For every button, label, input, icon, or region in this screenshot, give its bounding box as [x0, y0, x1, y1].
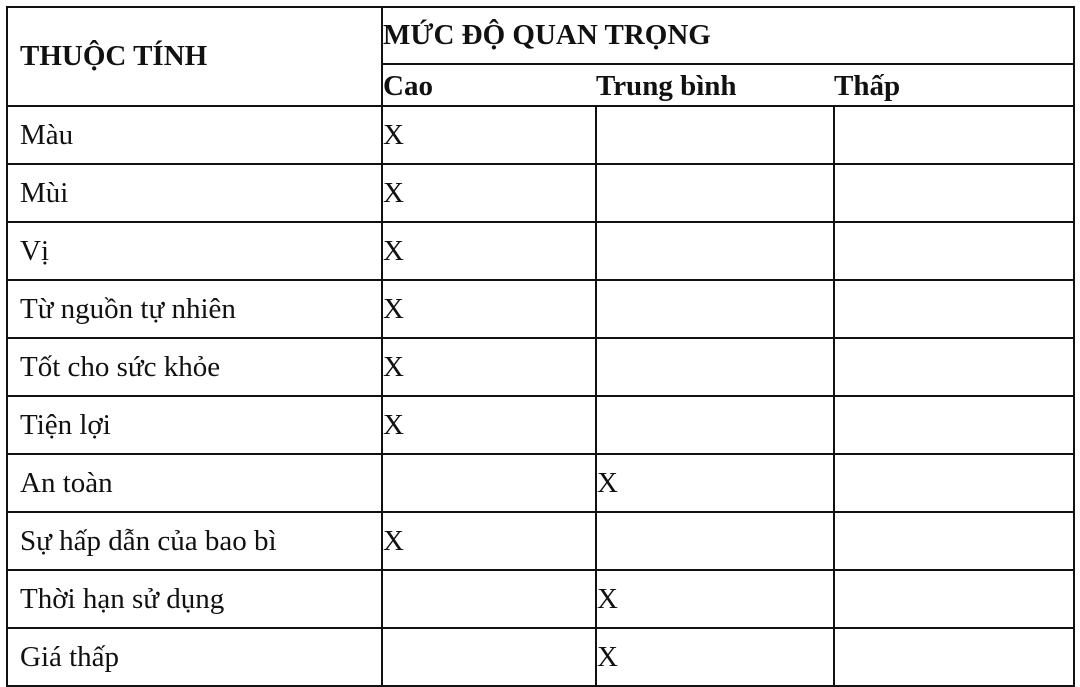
table-row	[7, 570, 1074, 628]
cao-cell: X	[382, 164, 596, 222]
table-row	[7, 280, 1074, 338]
cao-cell: X	[382, 222, 596, 280]
attribute-cell: Mùi	[7, 164, 382, 222]
importance-header: MỨC ĐỘ QUAN TRỌNG	[382, 7, 1074, 64]
table-row	[7, 164, 1074, 222]
level-header-cao: Cao	[382, 64, 596, 106]
header-row	[7, 7, 1074, 64]
trung-binh-cell	[596, 396, 834, 454]
thap-cell	[834, 396, 1074, 454]
trung-binh-cell	[596, 338, 834, 396]
thap-cell	[834, 338, 1074, 396]
trung-binh-cell	[596, 512, 834, 570]
table-row	[7, 512, 1074, 570]
trung-binh-cell	[596, 222, 834, 280]
attribute-cell: Thời hạn sử dụng	[7, 570, 382, 628]
trung-binh-cell	[596, 164, 834, 222]
attribute-header: THUỘC TÍNH	[7, 7, 382, 106]
cao-cell: X	[382, 106, 596, 164]
thap-cell	[834, 570, 1074, 628]
attribute-cell: Sự hấp dẫn của bao bì	[7, 512, 382, 570]
level-header-thap: Thấp	[834, 64, 1074, 106]
thap-cell	[834, 628, 1074, 686]
thap-cell	[834, 454, 1074, 512]
attribute-cell: Màu	[7, 106, 382, 164]
cao-cell: X	[382, 396, 596, 454]
table-row	[7, 454, 1074, 512]
thap-cell	[834, 512, 1074, 570]
importance-table	[6, 6, 1075, 687]
thap-cell	[834, 280, 1074, 338]
cao-cell: X	[382, 280, 596, 338]
attribute-cell: An toàn	[7, 454, 382, 512]
cao-cell: X	[382, 338, 596, 396]
table-row	[7, 396, 1074, 454]
attribute-cell: Tốt cho sức khỏe	[7, 338, 382, 396]
cao-cell	[382, 454, 596, 512]
trung-binh-cell: X	[596, 628, 834, 686]
cao-cell	[382, 628, 596, 686]
trung-binh-cell: X	[596, 454, 834, 512]
attribute-cell: Giá thấp	[7, 628, 382, 686]
table-row	[7, 628, 1074, 686]
trung-binh-cell	[596, 280, 834, 338]
trung-binh-cell: X	[596, 570, 834, 628]
table-row	[7, 338, 1074, 396]
table-row	[7, 222, 1074, 280]
attribute-cell: Vị	[7, 222, 382, 280]
cao-cell	[382, 570, 596, 628]
level-header-trung-binh: Trung bình	[596, 64, 834, 106]
table-row	[7, 106, 1074, 164]
thap-cell	[834, 164, 1074, 222]
attribute-cell: Tiện lợi	[7, 396, 382, 454]
thap-cell	[834, 222, 1074, 280]
cao-cell: X	[382, 512, 596, 570]
trung-binh-cell	[596, 106, 834, 164]
attribute-cell: Từ nguồn tự nhiên	[7, 280, 382, 338]
thap-cell	[834, 106, 1074, 164]
